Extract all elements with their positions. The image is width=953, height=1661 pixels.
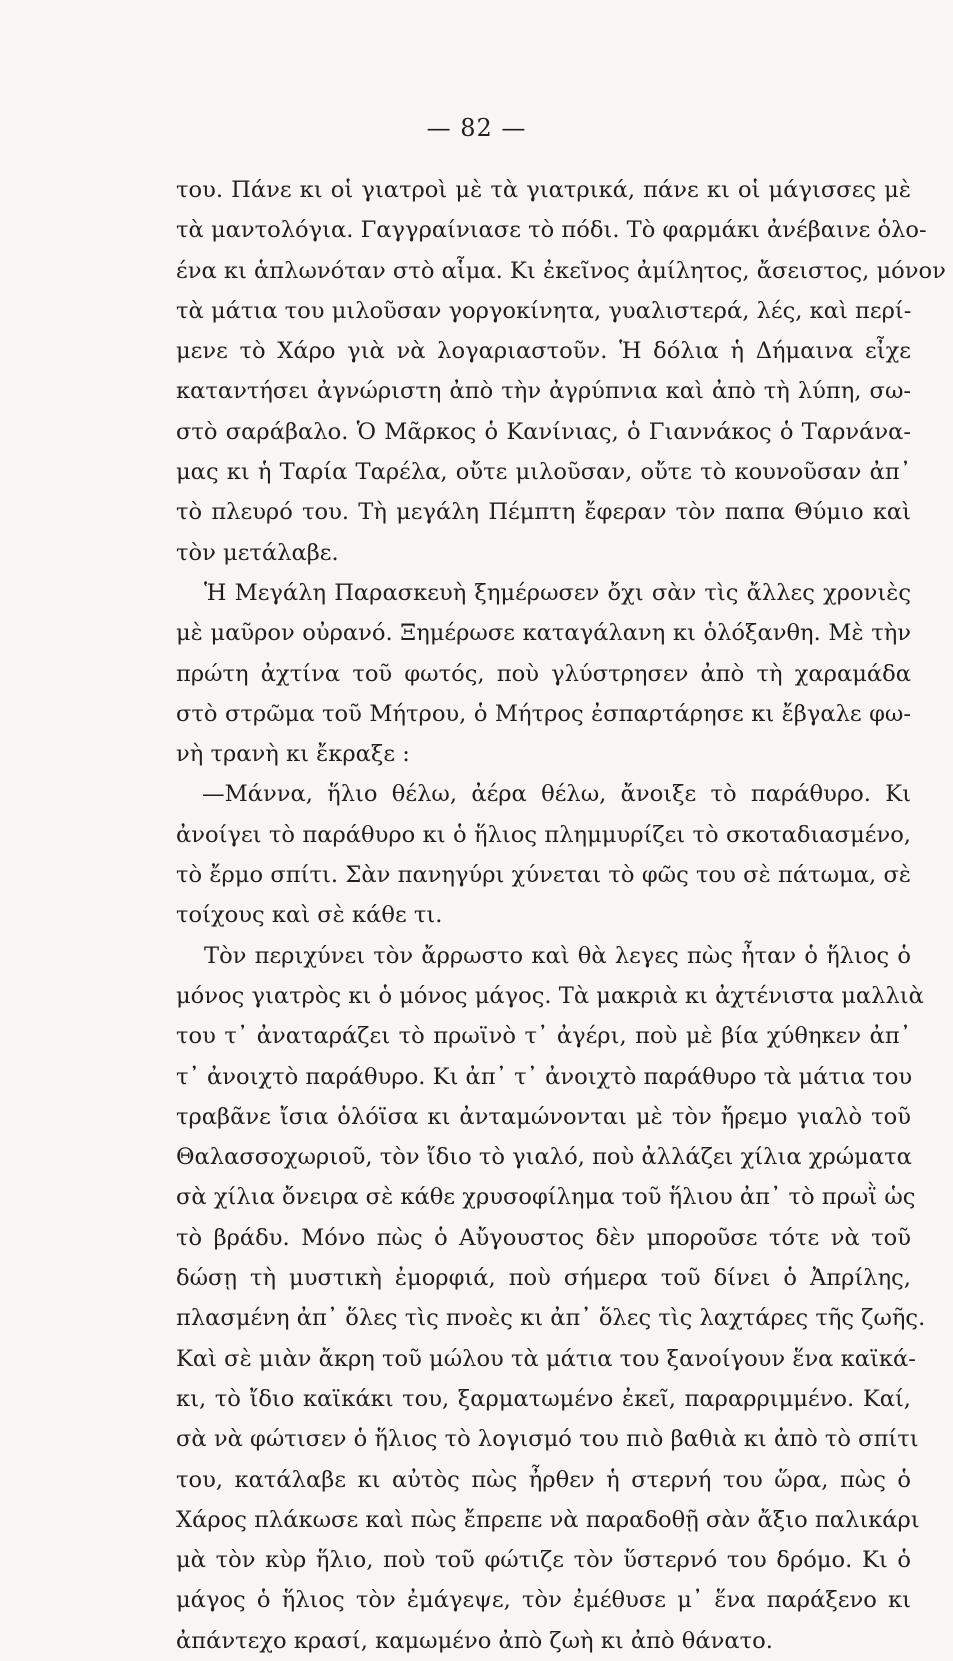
text-line: τ᾽ ἀνοιχτὸ παράθυρο. Κι ἀπ᾽ τ᾽ ἀνοιχτὸ παράθυρο τὰ μάτια του (176, 1063, 913, 1090)
text-line: τὰ μαντολόγια. Γαγγραίνιασε τὸ πόδι. Τὸ φαρμάκι ἀνέβαινε ὁλο- (176, 217, 927, 244)
body-text (176, 170, 946, 1661)
text-line: νὴ τρανὴ κι ἔκραξε : (176, 741, 410, 768)
text-line: Τὸν περιχύνει τὸν ἄρρωστο καὶ θὰ λεγες πὼς ἦταν ὁ ἥλιος ὁ (204, 942, 911, 969)
text-line: πρώτη ἀχτίνα τοῦ φωτός, ποὺ γλύστρησεν ἀπὸ τὴ χαραμάδα (176, 660, 911, 687)
text-line: τὸ πλευρό του. Τὴ μεγάλη Πέμπτη ἔφεραν τὸν παπα Θύμιο καὶ (176, 499, 911, 526)
text-line: τὸ ἔρμο σπίτι. Σὰν πανηγύρι χύνεται τὸ φῶς του σὲ πάτωμα, σὲ (176, 862, 911, 889)
text-line: τὸν μετάλαβε. (176, 539, 339, 566)
text-line: —Μάννα, ἥλιο θέλω, ἀέρα θέλω, ἄνοιξε τὸ παράθυρο. Κι (202, 781, 911, 808)
text-line: Καὶ σὲ μιὰν ἄκρη τοῦ μώλου τὰ μάτια του ξανοίγουν ἕνα καϊκά- (176, 1345, 916, 1372)
text-line: κι, τὸ ἴδιο καϊκάκι του, ξαρματωμένο ἐκεῖ, παραρριμμένο. Καί, (176, 1385, 911, 1412)
text-line: μὲ μαῦρον οὐρανό. Ξημέρωσε καταγάλανη κι ὁλόξανθη. Μὲ τὴν (176, 620, 911, 647)
text-line: σὰ χίλια ὄνειρα σὲ κάθε χρυσοφίλημα τοῦ ἥλιου ἀπ᾽ τὸ πρωῒ ὡς (176, 1184, 916, 1211)
text-line: του τ᾽ ἀναταράζει τὸ πρωϊνὸ τ᾽ ἀγέρι, ποὺ μὲ βία χύθηκεν ἀπ᾽ (176, 1023, 911, 1050)
text-line: Θαλασσοχωριοῦ, τὸν ἴδιο τὸ γιαλό, ποὺ ἀλλάζει χίλια χρώματα (176, 1144, 912, 1171)
text-line: σὰ νὰ φώτισεν ὁ ἥλιος τὸ λογισμό του πιὸ βαθιὰ κι ἀπὸ τὸ σπίτι (176, 1426, 919, 1453)
text-line: Χάρος πλάκωσε καὶ πὼς ἔπρεπε νὰ παραδοθῇ σὰν ἄξιο παλικάρι (176, 1506, 920, 1533)
text-line: δώσῃ τὴ μυστικὴ ἐμορφιά, ποὺ σήμερα τοῦ δίνει ὁ Ἀπρίλης, (176, 1265, 911, 1292)
text-line: τραβᾶνε ἴσια ὁλόϊσα κι ἀνταμώνονται μὲ τὸν ἤρεμο γιαλὸ τοῦ (176, 1103, 911, 1130)
page-number: — 82 — (426, 114, 527, 142)
text-line: του. Πάνε κι οἱ γιατροὶ μὲ τὰ γιατρικά, πάνε κι οἱ μάγισσες μὲ (176, 177, 911, 203)
text-line: ένα κι ἁπλωνόταν στὸ αἷμα. Κι ἐκεῖνος ἀμίλητος, ἄσειστος, μόνον (176, 257, 946, 284)
text-line: τὰ μάτια του μιλοῦσαν γοργοκίνητα, γυαλιστερά, λές, καὶ περί- (176, 297, 912, 324)
text-line: του, κατάλαβε κι αὐτὸς πὼς ἦρθεν ἡ στερνή του ὥρα, πὼς ὁ (176, 1466, 911, 1493)
text-line: στὸ στρῶμα τοῦ Μήτρου, ὁ Μήτρος ἐσπαρτάρησε κι ἔβγαλε φω- (176, 700, 911, 727)
text-line: μας κι ἡ Ταρία Ταρέλα, οὔτε μιλοῦσαν, οὔτε τὸ κουνοῦσαν ἀπ᾽ (176, 459, 911, 486)
text-line: τοίχους καὶ σὲ κάθε τι. (176, 902, 443, 929)
text-line: μόνος γιατρὸς κι ὁ μόνος μάγος. Τὰ μακριὰ κι ἀχτένιστα μαλλιὰ (176, 982, 924, 1009)
text-line: πλασμένη ἀπ᾽ ὅλες τὶς πνοὲς κι ἀπ᾽ ὅλες τὶς λαχτάρες τῆς ζωῆς. (176, 1305, 926, 1332)
text-line: στὸ σαράβαλο. Ὁ Μᾶρκος ὁ Κανίνιας, ὁ Γιαννάκος ὁ Ταρνάνα- (176, 418, 911, 445)
text-line: μενε τὸ Χάρο γιὰ νὰ λογαριαστοῦν. Ἡ δόλια ἡ Δήμαινα εἶχε (176, 338, 911, 365)
text-line: τὸ βράδυ. Μόνο πὼς ὁ Αὔγουστος δὲν μποροῦσε τότε νὰ τοῦ (176, 1224, 911, 1251)
text-line: ἀπάντεχο κρασί, καμωμένο ἀπὸ ζωὴ κι ἀπὸ θάνατο. (176, 1627, 773, 1654)
text-line: μάγος ὁ ἥλιος τὸν ἐμάγεψε, τὸν ἐμέθυσε μ᾽ ἕνα παράξενο κι (176, 1587, 911, 1614)
text-line: Ἡ Μεγάλη Παρασκευὴ ξημέρωσεν ὄχι σὰν τὶς ἄλλες χρονιὲς (204, 579, 911, 606)
text-line: μὰ τὸν κὺρ ἥλιο, ποὺ τοῦ φώτιζε τὸν ὕστερνό του δρόμο. Κι ὁ (176, 1547, 911, 1574)
text-line: ἀνοίγει τὸ παράθυρο κι ὁ ἥλιος πλημμυρίζει τὸ σκοταδιασμένο, (176, 821, 911, 848)
text-line: καταντήσει ἀγνώριστη ἀπὸ τὴν ἀγρύπνια καὶ ἀπὸ τὴ λύπη, σω- (176, 378, 911, 405)
